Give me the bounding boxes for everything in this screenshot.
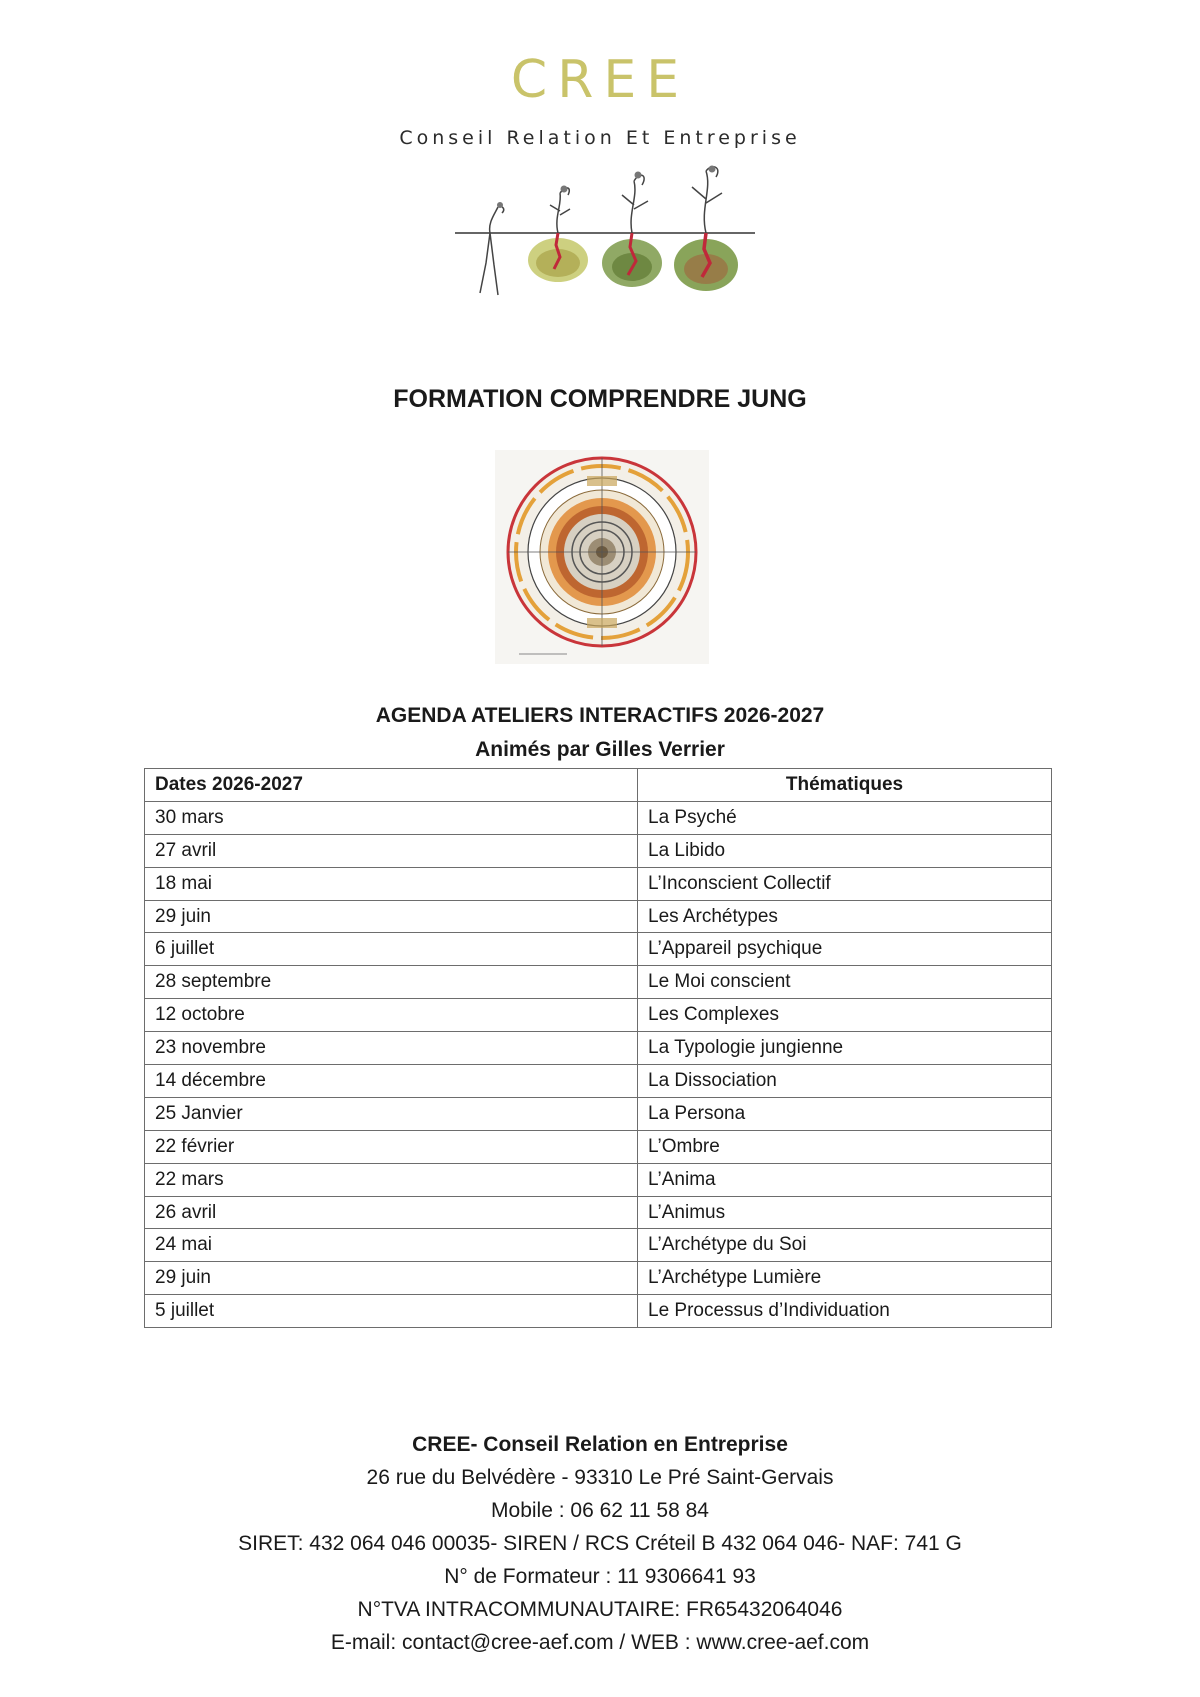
table-row [145,1295,1052,1328]
row-date: 12 octobre [145,999,638,1032]
footer-mobile: Mobile : 06 62 11 58 84 [491,1499,709,1522]
table-row [145,1163,1052,1196]
footer-contact: E-mail: contact@cree-aef.com / WEB : www.cree-aef.com [330,1631,870,1654]
row-date: 18 mai [145,867,638,900]
agenda-title: AGENDA ATELIERS INTERACTIFS 2026-2027 [375,704,825,727]
table-row [145,867,1052,900]
row-theme: Le Processus d’Individuation [638,1295,1052,1328]
table-row [145,1032,1052,1065]
table-row [145,801,1052,834]
row-theme: L’Anima [638,1163,1052,1196]
footer-siret: SIRET: 432 064 046 00035- SIREN / RCS Créteil B 432 064 046- NAF: 741 G [238,1532,962,1555]
table-row [145,1229,1052,1262]
row-date: 29 juin [145,1262,638,1295]
agenda-table [144,768,1052,1328]
footer-tva: N°TVA INTRACOMMUNAUTAIRE: FR65432064046 [357,1598,843,1621]
row-theme: L’Archétype du Soi [638,1229,1052,1262]
table-row [145,1196,1052,1229]
footer-formateur: N° de Formateur : 11 9306641 93 [444,1565,756,1588]
table-row [145,900,1052,933]
brand-logo-word: CREE [510,50,690,110]
row-date: 6 juillet [145,933,638,966]
table-row [145,999,1052,1032]
table-row [145,1130,1052,1163]
footer-company-name: CREE- Conseil Relation en Entreprise [412,1433,788,1456]
row-theme: L’Appareil psychique [638,933,1052,966]
mandala-illustration [495,450,709,664]
row-date: 29 juin [145,900,638,933]
row-theme: Le Moi conscient [638,966,1052,999]
table-row [145,1262,1052,1295]
row-theme: Les Archétypes [638,900,1052,933]
row-date: 25 Janvier [145,1097,638,1130]
row-theme: La Persona [638,1097,1052,1130]
table-row [145,1065,1052,1098]
plants-illustration [450,165,760,315]
table-row [145,1097,1052,1130]
row-theme: Les Complexes [638,999,1052,1032]
row-theme: L’Animus [638,1196,1052,1229]
row-theme: La Dissociation [638,1065,1052,1098]
table-row [145,933,1052,966]
document-title: FORMATION COMPRENDRE JUNG [393,385,807,413]
row-date: 24 mai [145,1229,638,1262]
row-theme: L’Ombre [638,1130,1052,1163]
row-theme: L’Inconscient Collectif [638,867,1052,900]
row-date: 22 mars [145,1163,638,1196]
header-dates: Dates 2026-2027 [145,769,638,802]
row-date: 5 juillet [145,1295,638,1328]
row-date: 26 avril [145,1196,638,1229]
row-theme: L’Archétype Lumière [638,1262,1052,1295]
brand-tagline: Conseil Relation Et Entreprise [399,127,801,149]
row-date: 14 décembre [145,1065,638,1098]
footer-address: 26 rue du Belvédère - 93310 Le Pré Saint-Gervais [366,1466,834,1489]
table-row [145,966,1052,999]
header-themes: Thématiques [638,769,1052,802]
row-date: 22 février [145,1130,638,1163]
agenda-subtitle: Animés par Gilles Verrier [475,738,725,761]
row-theme: La Libido [638,834,1052,867]
row-date: 23 novembre [145,1032,638,1065]
row-date: 27 avril [145,834,638,867]
row-theme: La Typologie jungienne [638,1032,1052,1065]
row-date: 28 septembre [145,966,638,999]
row-date: 30 mars [145,801,638,834]
table-header-row [145,769,1052,802]
table-row [145,834,1052,867]
row-theme: La Psyché [638,801,1052,834]
footer-block [0,1428,1200,1659]
